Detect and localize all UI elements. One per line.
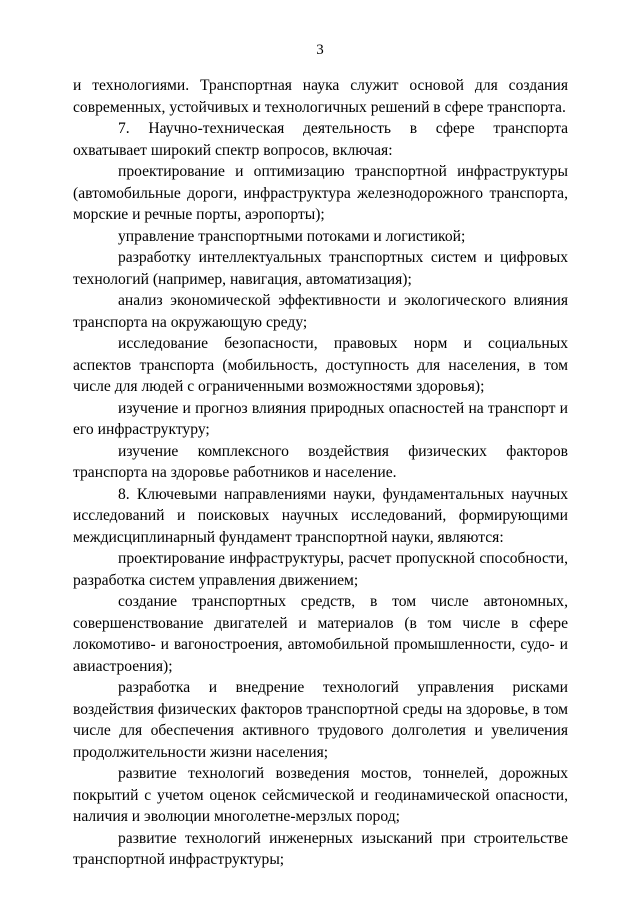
paragraph-item-8: 8. Ключевыми направлениями науки, фундаментальных научных исследований и поисковых научных исследований, формирующими междисциплинарный фундамент транспортной науки, являются: xyxy=(73,485,568,546)
list-item: разработку интеллектуальных транспортных систем и цифровых технологий (например, навигация, автоматизация); xyxy=(73,249,568,288)
list-item: развитие технологий инженерных изысканий при строительстве транспортной инфраструктуры; xyxy=(73,829,568,868)
list-item: проектирование инфраструктуры, расчет пропускной способности, разработка систем управления движением; xyxy=(73,550,568,589)
list-item: исследование безопасности, правовых норм и социальных аспектов транспорта (мобильность, доступность для населения, в том числе для людей с ограниченными возможностями здоровья); xyxy=(73,335,568,395)
list-item: развитие технологий возведения мостов, тоннелей, дорожных покрытий с учетом оценок сейсмической и геодинамической опасности, наличия и эволюции многолетне-мерзлых пород; xyxy=(73,765,568,825)
list-item: изучение комплексного воздействия физических факторов транспорта на здоровье работников и население. xyxy=(73,442,568,481)
list-item: анализ экономической эффективности и экологического влияния транспорта на окружающую среду; xyxy=(73,292,568,331)
list-item: разработка и внедрение технологий управления рисками воздействия физических факторов транспортной среды на здоровье, в том числе для обеспечения активного трудового долголетия и увеличения продолжительности жизни населения; xyxy=(73,679,568,761)
document-body xyxy=(73,75,568,871)
paragraph-item-7: 7. Научно-техническая деятельность в сфере транспорта охватывает широкий спектр вопросов, включая: xyxy=(73,120,568,159)
paragraph-continuation: и технологиями. Транспортная наука служит основой для создания современных, устойчивых и технологичных решений в сфере транспорта. xyxy=(73,77,568,116)
list-item: изучение и прогноз влияния природных опасностей на транспорт и его инфраструктуру; xyxy=(73,399,568,438)
list-item: создание транспортных средств, в том числе автономных, совершенствование двигателей и материалов (в том числе в сфере локомотиво- и вагоностроения, автомобильной промышленности, судо- и авиастроения); xyxy=(73,593,568,675)
page-number: 3 xyxy=(316,42,324,58)
list-item: управление транспортными потоками и логистикой; xyxy=(118,227,466,245)
list-item: проектирование и оптимизацию транспортной инфраструктуры (автомобильные дороги, инфраструктура железнодорожного транспорта, морские и речные порты, аэропорты); xyxy=(73,163,568,223)
